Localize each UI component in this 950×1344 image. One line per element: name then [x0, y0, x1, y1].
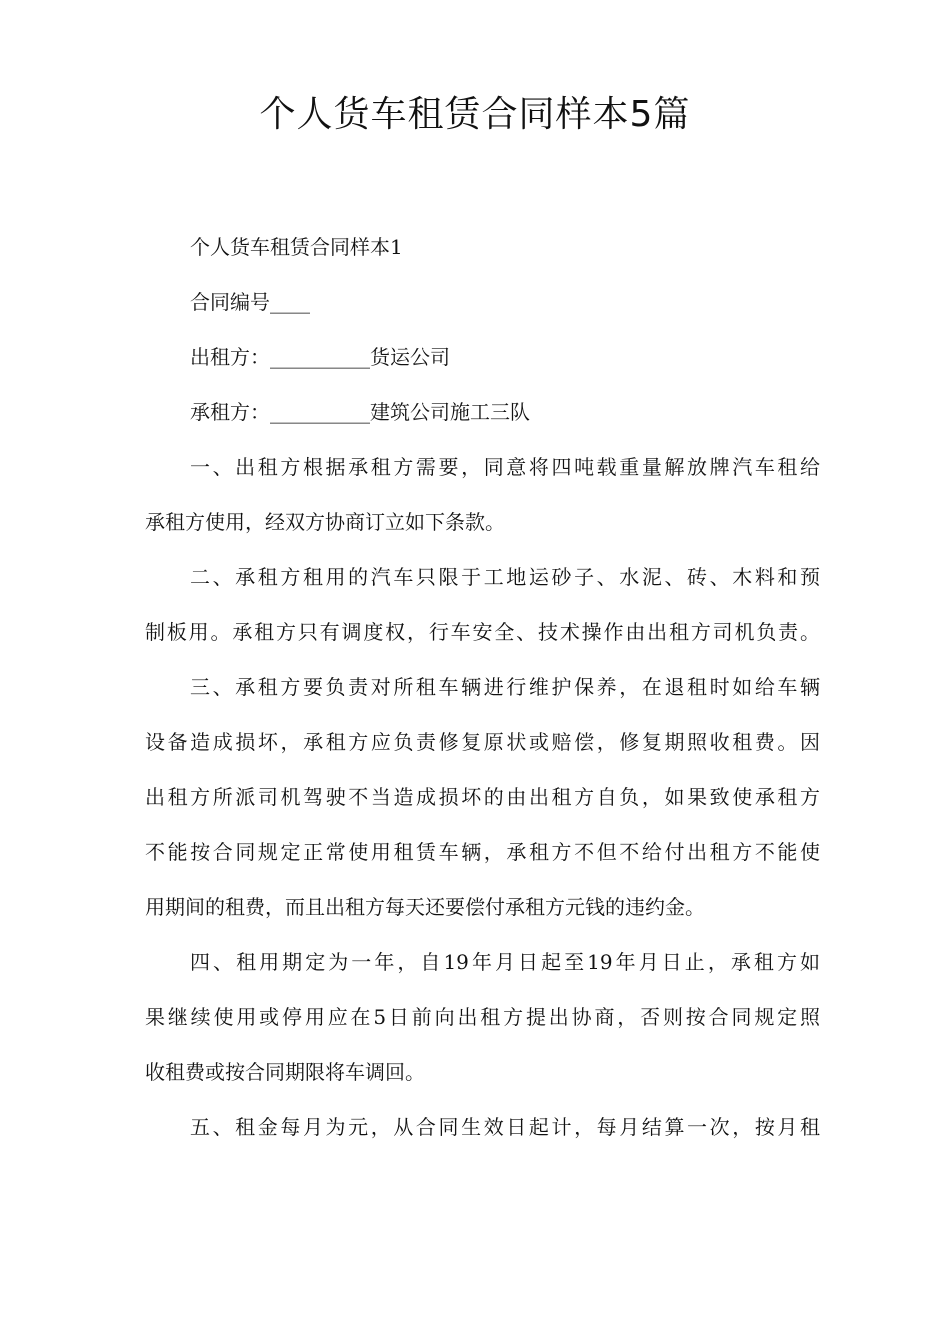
section-heading: 个人货车租赁合同样本1 [190, 235, 403, 259]
clause-3-line-3: 出租方所派司机驾驶不当造成损坏的由出租方自负，如果致使承租方 [145, 785, 820, 809]
clause-3-line-5: 用期间的租费，而且出租方每天还要偿付承租方元钱的违约金。 [145, 895, 705, 919]
clause-3-line-4: 不能按合同规定正常使用租赁车辆，承租方不但不给付出租方不能使 [145, 840, 820, 864]
contract-number-line: 合同编号____ [190, 290, 310, 314]
clause-5-line-1: 五、租金每月为元，从合同生效日起计，每月结算一次，按月租 [190, 1115, 820, 1139]
clause-1-line-2: 承租方使用，经双方协商订立如下条款。 [145, 510, 505, 534]
clause-4-line-3: 收租费或按合同期限将车调回。 [145, 1060, 425, 1084]
clause-2-line-1: 二、承租方租用的汽车只限于工地运砂子、水泥、砖、木料和预 [190, 565, 820, 589]
clause-2-line-2: 制板用。承租方只有调度权，行车安全、技术操作由出租方司机负责。 [145, 620, 820, 644]
document-title: 个人货车租赁合同样本5篇 [259, 94, 691, 135]
clause-4-line-2: 果继续使用或停用应在5日前向出租方提出协商，否则按合同规定照 [145, 1005, 820, 1029]
clause-4-line-1: 四、租用期定为一年，自19年月日起至19年月日止，承租方如 [190, 950, 820, 974]
clause-3-line-1: 三、承租方要负责对所租车辆进行维护保养，在退租时如给车辆 [190, 675, 820, 699]
clause-1-line-1: 一、出租方根据承租方需要，同意将四吨载重量解放牌汽车租给 [190, 455, 820, 479]
lessee-line: 承租方：__________建筑公司施工三队 [190, 400, 530, 424]
clause-3-line-2: 设备造成损坏，承租方应负责修复原状或赔偿，修复期照收租费。因 [145, 730, 820, 754]
document-body [145, 220, 820, 1155]
lessor-line: 出租方：__________货运公司 [190, 345, 450, 369]
